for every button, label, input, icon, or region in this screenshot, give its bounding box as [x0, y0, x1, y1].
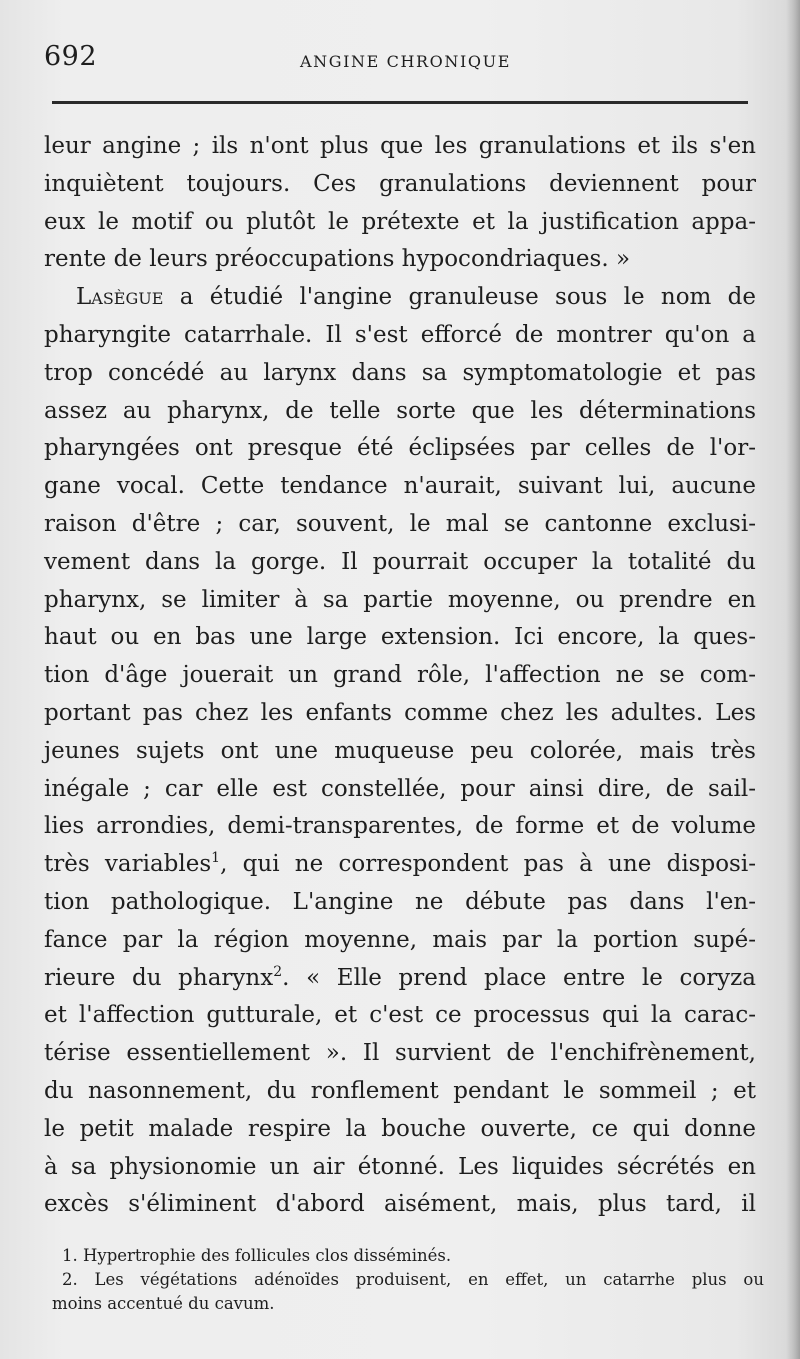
text-line: vement dans la gorge. Il pourrait occuper la totalité du — [44, 548, 756, 575]
text-line: lies arrondies, demi-transparentes, de forme et de volume — [44, 813, 756, 840]
footnote-2: 2. Les végétations adénoïdes produisent, en effet, un catarrhe plus ou — [62, 1270, 764, 1289]
text-line: pharyngite catarrhale. Il s'est efforcé de montrer qu'on a — [44, 321, 756, 348]
text-line: pharyngées ont presque été éclipsées par celles de l'or- — [44, 435, 756, 462]
running-head: ANGINE CHRONIQUE — [300, 52, 511, 71]
text-line: gane vocal. Cette tendance n'aurait, suivant lui, aucune — [44, 473, 756, 500]
author-name: Lasègue — [76, 284, 164, 311]
text-line: inquiètent toujours. Ces granulations deviennent pour — [44, 170, 756, 197]
text-line: le petit malade respire la bouche ouverte, ce qui donne — [44, 1115, 756, 1142]
footnote-ref-1: 1 — [211, 850, 221, 867]
header-rule — [52, 101, 748, 104]
text-fragment: rieure du pharynx — [44, 964, 274, 991]
text-fragment: . « Elle prend place entre le coryza — [282, 964, 757, 991]
text-line: fance par la région moyenne, mais par la portion supé- — [44, 926, 756, 953]
page-number: 692 — [44, 41, 98, 72]
page-binding-shadow — [786, 0, 800, 1359]
text-line-with-note — [44, 960, 756, 998]
text-line-with-note — [44, 846, 756, 884]
footnote-1: 1. Hypertrophie des follicules clos disséminés. — [62, 1246, 452, 1265]
text-line: tion d'âge jouerait un grand rôle, l'affection ne se com- — [44, 662, 756, 689]
body-text — [44, 128, 756, 1224]
text-line: à sa physionomie un air étonné. Les liquides sécrétés en — [44, 1153, 756, 1180]
text-line: trop concédé au larynx dans sa symptomatologie et pas — [44, 359, 756, 386]
text-line: rente de leurs préoccupations hypocondriaques. » — [44, 246, 631, 273]
text-line: raison d'être ; car, souvent, le mal se cantonne exclusi- — [44, 510, 756, 537]
text-line: leur angine ; ils n'ont plus que les granulations et ils s'en — [44, 133, 756, 159]
text-line: portant pas chez les enfants comme chez les adultes. Les — [44, 699, 756, 726]
text-line: assez au pharynx, de telle sorte que les déterminations — [44, 397, 756, 424]
text-line: excès s'éliminent d'abord aisément, mais, plus tard, il — [44, 1191, 756, 1218]
text-fragment: a étudié l'angine granuleuse sous le nom de — [179, 284, 757, 311]
text-line: du nasonnement, du ronflement pendant le sommeil ; et — [44, 1077, 756, 1104]
text-fragment: , qui ne correspondent pas à une disposi- — [220, 851, 756, 878]
text-line: et l'affection gutturale, et c'est ce processus qui la carac- — [44, 1002, 756, 1029]
footnotes — [52, 1244, 764, 1316]
text-line: eux le motif ou plutôt le prétexte et la justification appa- — [44, 208, 756, 235]
paragraph-start-line — [44, 279, 756, 317]
text-fragment: très variables — [44, 851, 212, 878]
footnote-ref-2: 2 — [273, 963, 283, 980]
footnote-2-continued: moins accentué du cavum. — [52, 1294, 275, 1313]
text-line: pharynx, se limiter à sa partie moyenne, ou prendre en — [44, 586, 756, 613]
text-line: jeunes sujets ont une muqueuse peu colorée, mais très — [44, 737, 756, 764]
text-line: térise essentiellement ». Il survient de l'enchifrènement, — [44, 1040, 756, 1067]
text-line: inégale ; car elle est constellée, pour ainsi dire, de sail- — [44, 775, 756, 802]
text-line: tion pathologique. L'angine ne débute pas dans l'en- — [44, 888, 756, 915]
text-line: haut ou en bas une large extension. Ici encore, la ques- — [44, 624, 756, 651]
